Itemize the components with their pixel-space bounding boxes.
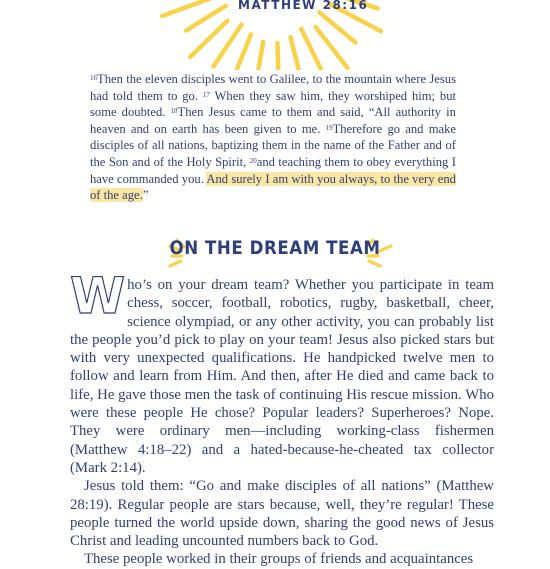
- body-text: [70, 267, 494, 569]
- body-paragraph-1: ho’s on your dream team? Whether you participate in team chess, soccer, football, robotics, rugby, basketball, cheer, science olympiad, or any other activity, you can probably list the people you’d pick to play on your team! Jesus also picked stars but with very unexpected qualifications. He handpicked twelve men to follow and learn from Him. And then, after He died and came back to life, He gave those men the task of continuing His rescue mission. Who were these people He chose? Popular leaders? Superheroes? Nope. They were ordinary men—including working-class fishermen (Matthew 4:18–22) and a hated-because-he-cheated tax collector (Mark 2:14).: [70, 277, 494, 476]
- closing-quote: ”: [142, 188, 149, 203]
- verse-number: 20: [249, 156, 257, 165]
- sun-ray: [256, 42, 264, 70]
- verse-text: Then Jesus came to them and said, “All authority in heaven and on earth has been given to me.: [90, 105, 456, 136]
- section-heading-block: [0, 232, 550, 268]
- verse-number: 19: [325, 123, 333, 132]
- verse-text: Then the eleven disciples went to Galilee, to the mountain where Jesus had told them to go.: [90, 72, 456, 103]
- section-heading: ON THE DREAM TEAM: [169, 238, 381, 259]
- sun-ray: [291, 37, 306, 70]
- sun-ray: [277, 43, 279, 70]
- drop-cap: W: [70, 267, 126, 325]
- highlighted-verse: And surely I am with you always, to the very end of the age.: [90, 171, 456, 203]
- verse-number: 18: [170, 107, 178, 116]
- scripture-passage: [90, 71, 456, 204]
- body-paragraph-2: Jesus told them: “Go and make disciples of all nations” (Matthew 28:19). Regular people are stars because, well, they’re regular! These people turned the world upside down, sharing the good news of Jesus Christ and leading uncounted numbers back to God.: [70, 478, 494, 550]
- verse-text: Therefore go and make disciples of all nations, baptizing them in the name of the Father and of the Son and of the Holy Spirit,: [90, 121, 456, 169]
- sun-ray: [162, 0, 217, 16]
- body-paragraph-3: These people worked in their groups of friends and acquaintances: [84, 551, 474, 568]
- verse-number: 17: [202, 90, 210, 99]
- heading-ray: [170, 261, 181, 266]
- heading-ray: [369, 261, 380, 266]
- verse-number: 16: [90, 74, 97, 82]
- verse-text: and teaching them to obey everything I have commanded you.: [90, 154, 456, 186]
- scripture-reference: MATTHEW 28:16: [238, 0, 369, 12]
- verse-text: When they saw him, they worshiped him; but some doubted.: [90, 88, 457, 120]
